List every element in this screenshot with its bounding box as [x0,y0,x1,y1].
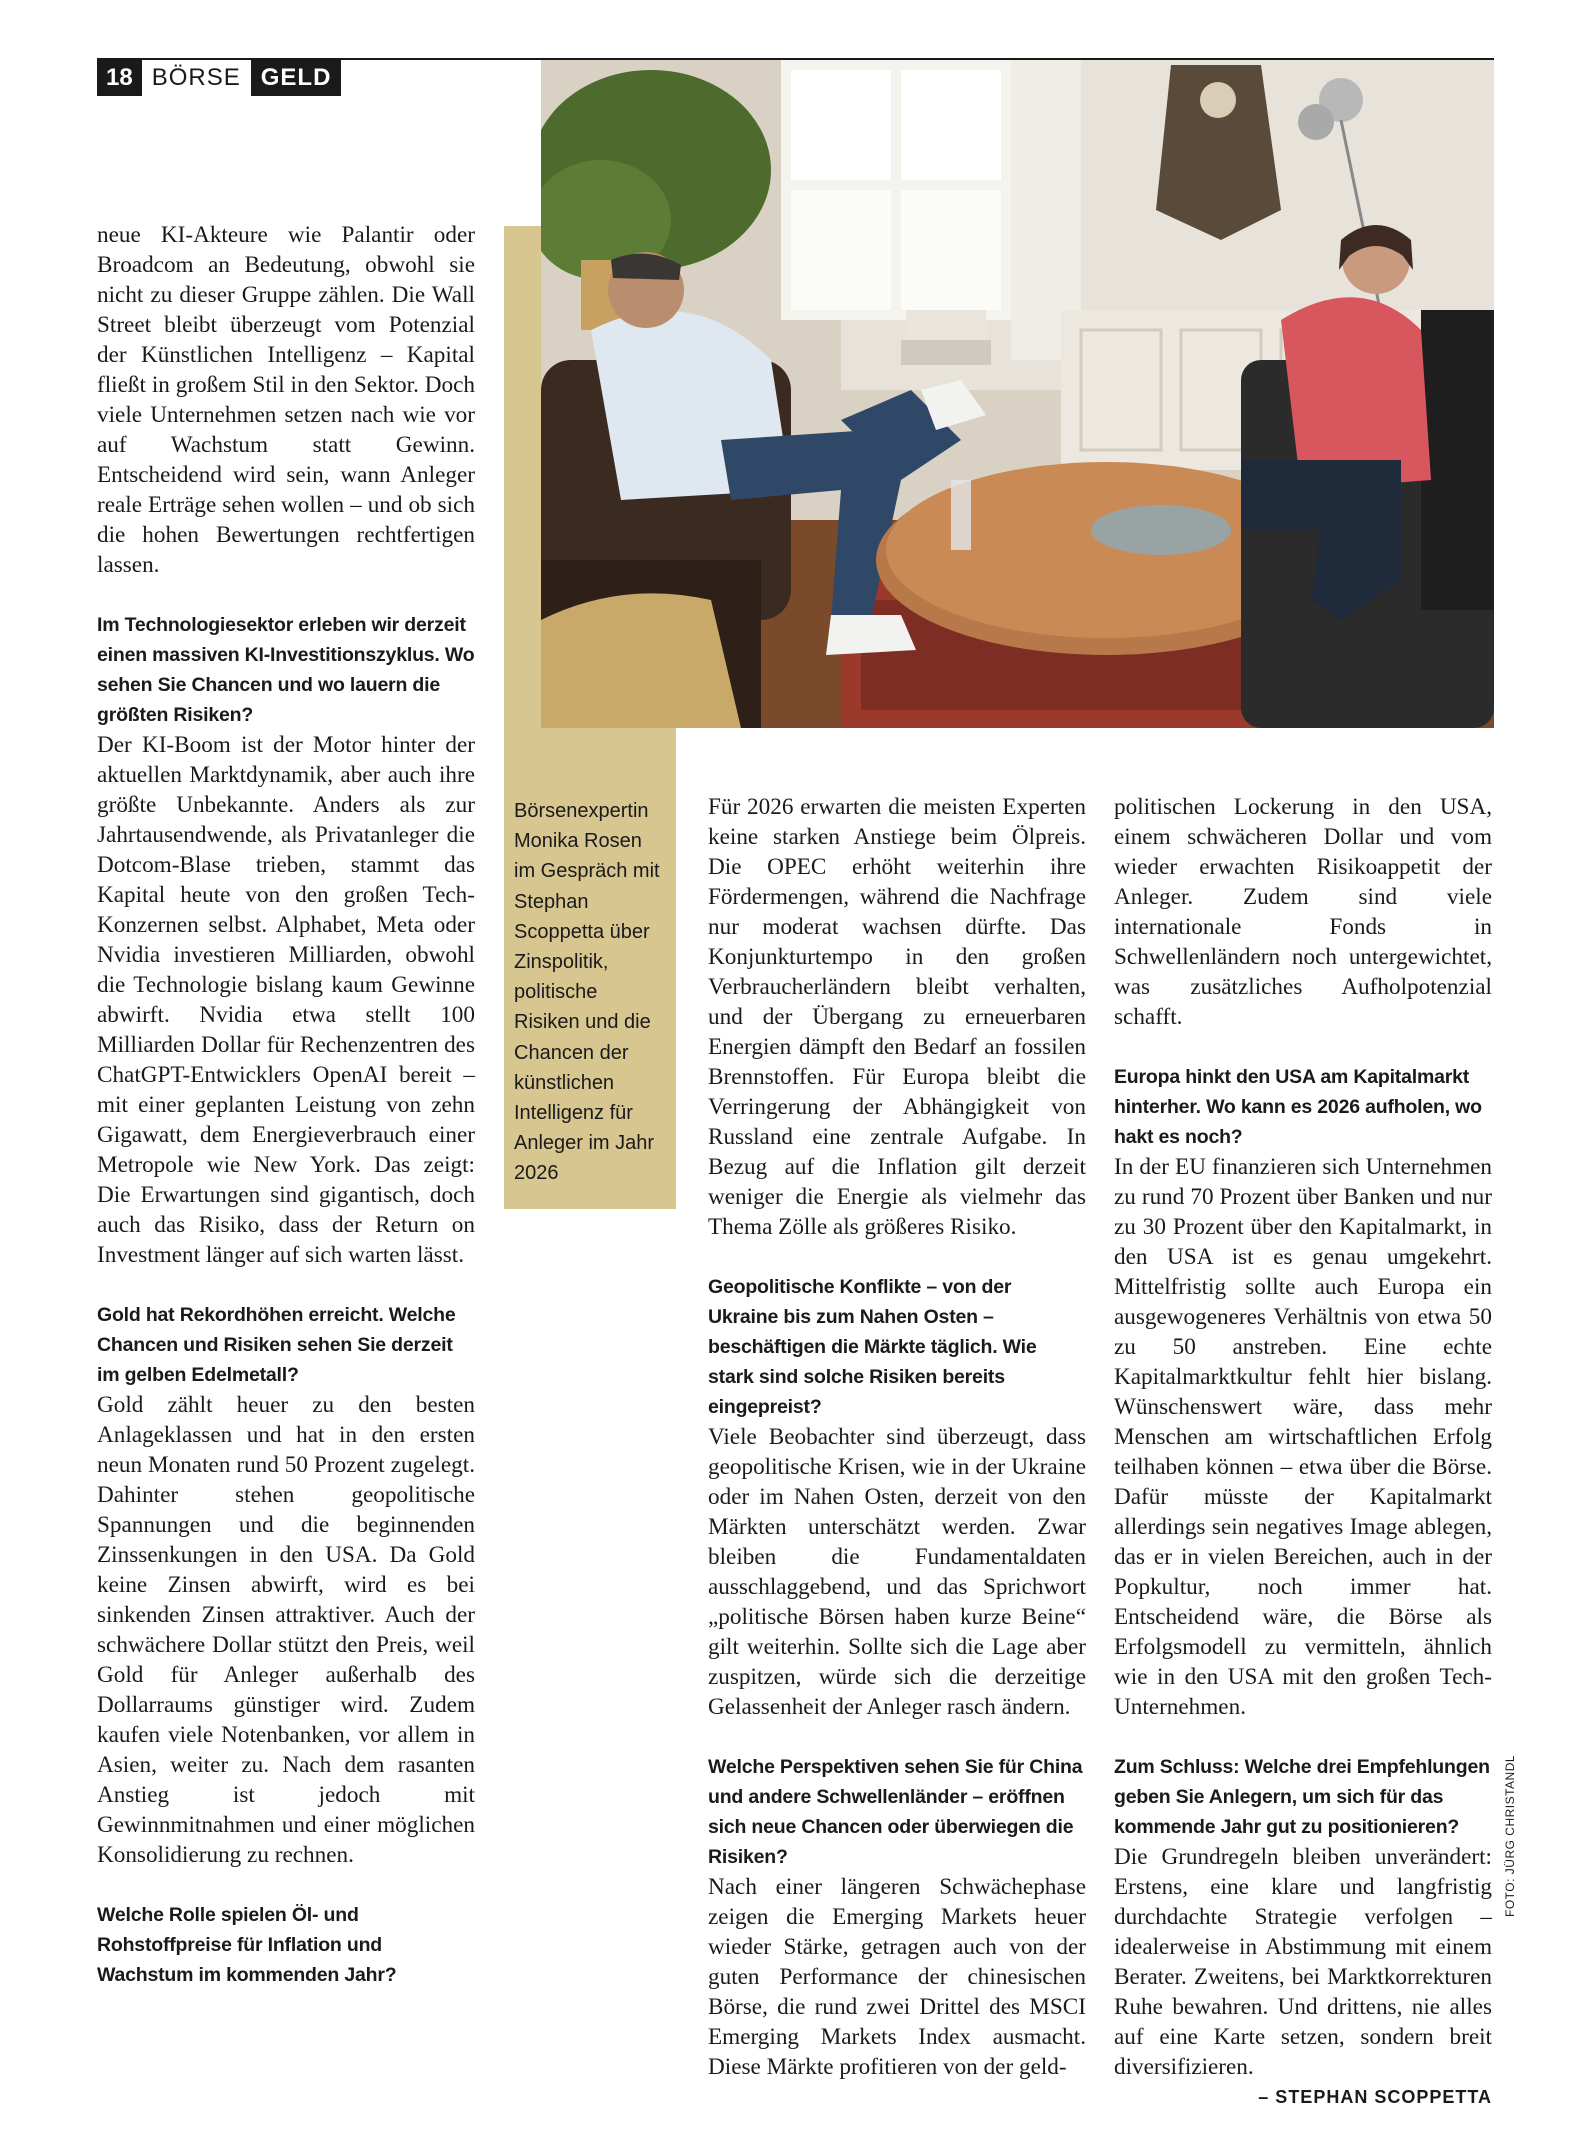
article-column-2 [708,792,1086,2082]
interview-answer: In der EU finanzieren sich Unternehmen zu rund 70 Prozent über Banken und nur zu 30 Prozent über den Kapitalmarkt, in den USA ist es genau umgekehrt. Mittelfristig sollte auch Europa ein ausgewogeneres Verhältnis von etwa 50 zu 50 anstreben. Eine echte Kapitalmarktkultur fehlt hier bislang. Wünschenswert wäre, dass mehr Menschen am wirtschaftlichen Erfolg teilhaben können – etwa über die Börse. Dafür müsste der Kapitalmarkt allerdings sein negatives Image ablegen, das er in vielen Bereichen, auch in der Popkultur, noch immer hat. Entscheidend wäre, die Börse als Erfolgsmodell zu vermitteln, ähnlich wie in den USA mit den großen Tech-Unternehmen. [1114,1154,1492,1720]
author-byline: – STEPHAN SCOPPETTA [1258,2087,1492,2107]
paragraph: neue KI-Akteure wie Palantir oder Broadcom an Bedeutung, obwohl sie nicht zu dieser Gruppe zählen. Die Wall Street bleibt überzeugt vom Potenzial der Künstlichen Intelligenz – Kapital fließt in großem Stil in den Sektor. Doch viele Unternehmen setzen nach wie vor auf Wachstum statt Gewinn. Entscheidend wird sein, wann Anleger reale Erträge sehen wollen – und ob sich die hohen Bewertungen rechtfertigen lassen. [97,222,475,578]
interview-answer: Der KI-Boom ist der Motor hinter der aktuellen Marktdynamik, aber auch ihre größte Unbekannte. Anders als zur Jahrtausendwende, als Privatanleger die Dotcom-Blase trieben, stammt das Kapital heute von den großen Tech-Konzernen selbst. Alphabet, Meta oder Nvidia investieren Milliarden, obwohl die Technologie bislang kaum Gewinne abwirft. Nvidia etwa stellt 100 Milliarden Dollar für Rechenzentren des ChatGPT-Entwicklers OpenAI bereit – mit einer geplanten Leistung von zehn Gigawatt, dem Energieverbrauch einer Metropole wie New York. Das zeigt: Die Erwartungen sind gigantisch, doch auch das Risiko, dass der Return on Investment länger auf sich warten lässt. [97,732,475,1268]
interview-answer: Viele Beobachter sind überzeugt, dass geopolitische Krisen, wie in der Ukraine oder im Nahen Osten, derzeit von den Märkten unterschätzt werden. Zwar bleiben die Fundamentaldaten ausschlaggebend, und das Sprichwort „politische Börsen haben kurze Beine“ gilt weiterhin. Sollte sich die Lage aber zuspitzen, würde sich die derzeitige Gelassenheit der Anleger rasch ändern. [708,1424,1086,1720]
subsection-label: GELD [251,60,342,96]
interview-question: Zum Schluss: Welche drei Empfehlungen geben Sie Anlegern, um sich für das kommende Jahr gut zu positionieren? [1114,1756,1490,1838]
interview-question: Europa hinkt den USA am Kapitalmarkt hinterher. Wo kann es 2026 aufholen, wo hakt es noch? [1114,1066,1482,1148]
article-column-1 [97,220,475,1990]
page-number: 18 [97,60,142,96]
interview-answer: Gold zählt heuer zu den besten Anlageklassen und hat in den ersten neun Monaten rund 50 Prozent zugelegt. Dahinter stehen geopolitische Spannungen und die beginnenden Zinssenkungen in den USA. Da Gold keine Zinsen abwirft, wird es bei sinkenden Zinsen attraktiver. Auch der schwächere Dollar stützt den Preis, weil Gold für Anleger außerhalb des Dollarraums günstiger wird. Zudem kaufen viele Notenbanken, vor allem in Asien, weiter zu. Nach dem rasanten Anstieg ist jedoch mit Gewinnmitnahmen und einer möglichen Konsolidierung zu rechnen. [97,1392,475,1868]
photo-caption: Börsenexpertin Monika Rosen im Gespräch mit Stephan Scoppetta über Zinspolitik, politische Risiken und die Chancen der künstlichen Intelligenz für Anleger im Jahr 2026 [514,800,660,1185]
article-column-3 [1114,792,1492,2112]
interview-question: Welche Rolle spielen Öl- und Rohstoffpreise für Inflation und Wachstum im kommenden Jahr? [97,1904,397,1986]
interview-question: Welche Perspektiven sehen Sie für China und andere Schwellenländer – eröffnen sich neue Chancen oder überwiegen die Risiken? [708,1756,1083,1868]
page-header [97,60,341,96]
section-label: BÖRSE [142,60,251,96]
interview-answer: Die Grundregeln bleiben unverändert: Erstens, eine klare und langfristig durchdachte Strategie verfolgen – idealerweise in Abstimmung mit einem Berater. Zweitens, bei Marktkorrekturen Ruhe bewahren. Und drittens, nie alles auf eine Karte setzen, sondern breit diversifizieren. [1114,1844,1492,2080]
interview-answer: Nach einer längeren Schwächephase zeigen die Emerging Markets heuer wieder Stärke, getragen auch von der guten Performance der chinesischen Börse, die rund zwei Drittel des MSCI Emerging Markets Index ausmacht. Diese Märkte profitieren von der geld- [708,1874,1086,2080]
interview-answer: politischen Lockerung in den USA, einem schwächeren Dollar und vom wieder erwachten Risikoappetit der Anleger. Zudem sind viele internationale Fonds in Schwellenländern noch untergewichtet, was zusätzliches Aufholpotenzial schafft. [1114,794,1492,1030]
interview-question: Im Technologiesektor erleben wir derzeit einen massiven KI-Investitionszyklus. Wo sehen Sie Chancen und wo lauern die größten Risiken? [97,614,475,726]
interview-question: Gold hat Rekordhöhen erreicht. Welche Chancen und Risiken sehen Sie derzeit im gelben Edelmetall? [97,1304,456,1386]
photo-credit: FOTO: JÜRG CHRISTANDL [1503,1754,1517,1917]
interview-question: Geopolitische Konflikte – von der Ukraine bis zum Nahen Osten – beschäftigen die Märkte täglich. Wie stark sind solche Risiken bereits eingepreist? [708,1276,1037,1418]
interview-photo [541,60,1494,728]
interview-answer: Für 2026 erwarten die meisten Experten keine starken Anstiege beim Ölpreis. Die OPEC erhöht weiterhin ihre Fördermengen, während die Nachfrage nur moderat wachsen dürfte. Das Konjunkturtempo in den großen Verbraucherländern bleibt verhalten, und der Übergang zu erneuerbaren Energien dämpft den Bedarf an fossilen Brennstoffen. Für Europa bleibt die Verringerung der Abhängigkeit von Russland eine zentrale Aufgabe. In Bezug auf die Inflation gilt derzeit weniger die Energie als vielmehr das Thema Zölle als größeres Risiko. [708,794,1086,1240]
